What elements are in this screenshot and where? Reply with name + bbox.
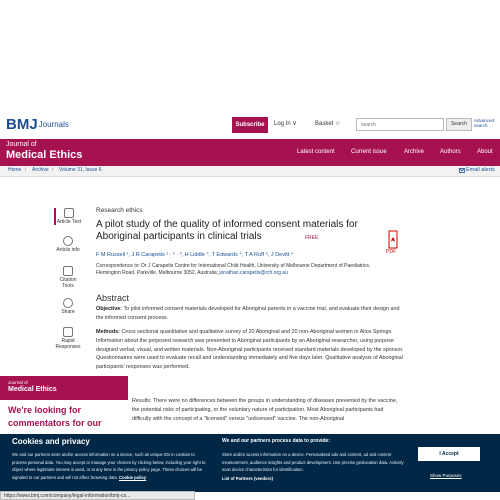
cookie-policy-link[interactable]: Cookie policy	[119, 474, 147, 480]
breadcrumb-separator: /	[52, 167, 54, 173]
email-alerts-link[interactable]: Email alerts	[466, 167, 495, 173]
nav-latest-content[interactable]: Latest content	[297, 149, 335, 155]
journal-name-line1[interactable]: Journal of	[6, 141, 37, 148]
correspondence	[96, 263, 396, 277]
vendors-link[interactable]: List of Partners (vendors)	[222, 476, 273, 481]
abstract-heading: Abstract	[96, 293, 130, 303]
email-icon	[459, 168, 465, 173]
share-icon	[63, 298, 73, 308]
promo-journal-line1: Journal of	[8, 380, 28, 385]
promo-headline[interactable]: We're looking for commentators for our	[8, 405, 102, 428]
journal-name-line2[interactable]: Medical Ethics	[6, 149, 83, 161]
breadcrumb-archive[interactable]: Archive	[32, 167, 49, 173]
advanced-search-link[interactable]: Advanced search	[474, 118, 495, 128]
tool-article-info[interactable]	[54, 236, 82, 253]
tool-share[interactable]	[54, 298, 82, 315]
methods-text: Cross sectional quantitative and qualitative survey of 20 Aboriginal and 20 non-Aboriginal women in Alice Springs. Information about the proposed research was presented to Aboriginal participants by an Aboriginal researcher, using purpose designed verbal, visual, and written materials. Non-Aboriginal participants received standard materials developed by the sponsor. Questionnaires were used to evaluate recall and understanding immediately and five days later. Qualitative analysis of Aboriginal participants' responses was performed.	[96, 329, 404, 371]
article-text-icon	[64, 208, 74, 218]
cookie-purposes-heading: We and our partners process data to provide:	[222, 438, 330, 444]
breadcrumb-home[interactable]: Home	[8, 167, 22, 173]
search-button[interactable]: Search	[446, 118, 472, 131]
tool-label: Citation Tools	[59, 277, 77, 289]
pdf-link[interactable]: PDF	[386, 249, 396, 255]
cookie-heading: Cookies and privacy	[12, 437, 90, 446]
article-section: Research ethics	[96, 207, 143, 214]
responses-icon	[63, 327, 73, 337]
tool-citation-tools[interactable]	[54, 266, 82, 289]
breadcrumb-separator: /	[25, 167, 27, 173]
tool-label: Article Text	[56, 219, 82, 225]
pdf-icon[interactable]	[386, 230, 400, 250]
tool-label: Article info	[56, 247, 80, 253]
correspondence-email[interactable]: jonathan.carapetis@rch.org.au	[219, 270, 288, 276]
basket-button[interactable]: Basket ☆	[315, 121, 341, 127]
free-badge: FREE	[305, 235, 319, 241]
bmj-logo[interactable]	[6, 116, 68, 135]
cookie-purposes-body: Store and/or access information on a device. Personalised ads and content, ad and content measurement, audience insights and product development. Use precise geolocation data. Actively scan device characteristics for identification.	[222, 452, 404, 472]
author-list[interactable]: F M Russell ¹, J R Carapetis ¹ · ² · ³, H Liddle ⁴, T Edwards ⁴, T A Ruff ⁵, J Devitt ⁴	[96, 252, 294, 258]
nav-about[interactable]: About	[477, 149, 493, 155]
logo-main: BMJ	[6, 116, 38, 133]
abstract-results: Results: There were no differences between the groups in understanding of diseases prevented by the vaccine, the potential risks of participating, or the voluntary nature of participation. Most Aboriginal participants had difficulty with the concept of a "licensed" versus "unlicensed" vaccine. The non-Aboriginal	[132, 398, 398, 422]
tool-label: Share	[61, 309, 75, 315]
methods-label: Methods:	[96, 329, 120, 335]
abstract-methods	[96, 328, 404, 372]
info-icon	[63, 236, 73, 246]
cookie-body	[12, 451, 210, 481]
login-button[interactable]: Log In ∨	[274, 121, 297, 127]
show-purposes-link[interactable]: Show Purposes	[430, 473, 462, 478]
subscribe-button[interactable]: Subscribe	[232, 117, 268, 133]
objective-text: To pilot informed consent materials developed for Aboriginal parents in a vaccine trial, and evaluate their design and the informed consent process.	[96, 306, 400, 321]
nav-archive[interactable]: Archive	[404, 149, 425, 155]
objective-label: Objective:	[96, 306, 123, 312]
accept-button[interactable]: I Accept	[418, 447, 480, 461]
cookie-body-text: We and our partners store and/or access information on a device, such as unique IDs in cookies to process personal data. You may accept or manage your choices by clicking below, including your right to object where legitimate interest is used, or at any time in the privacy policy page. These choices will be signaled to our partners and will not affect browsing data.	[12, 452, 206, 480]
nav-current-issue[interactable]: Current issue	[351, 149, 387, 155]
tool-label: Rapid Responses	[55, 338, 81, 350]
article-title: A pilot study of the quality of informed consent materials for Aboriginal participants in clinical trials	[96, 219, 358, 242]
status-bar-url: https://www.bmj.com/company/legal-information/bmj-co...	[0, 491, 195, 500]
nav-authors[interactable]: Authors	[440, 149, 461, 155]
promo-journal-line2: Medical Ethics	[8, 386, 57, 393]
tool-rapid-responses[interactable]	[54, 327, 82, 350]
tool-article-text[interactable]	[54, 208, 82, 225]
breadcrumb-issue[interactable]: Volume 31, Issue 6	[59, 167, 102, 173]
correspondence-text: Correspondence to: Dr J Carapetis Centre for International Child Health, University of Melbourne Department of Paediatrics, Flemington Road, Parkville, Melbourne 3052, Australia;	[96, 263, 371, 276]
logo-sub: Journals	[38, 120, 69, 129]
citation-icon	[63, 266, 73, 276]
abstract-objective	[96, 305, 404, 323]
search-input[interactable]	[356, 118, 444, 131]
